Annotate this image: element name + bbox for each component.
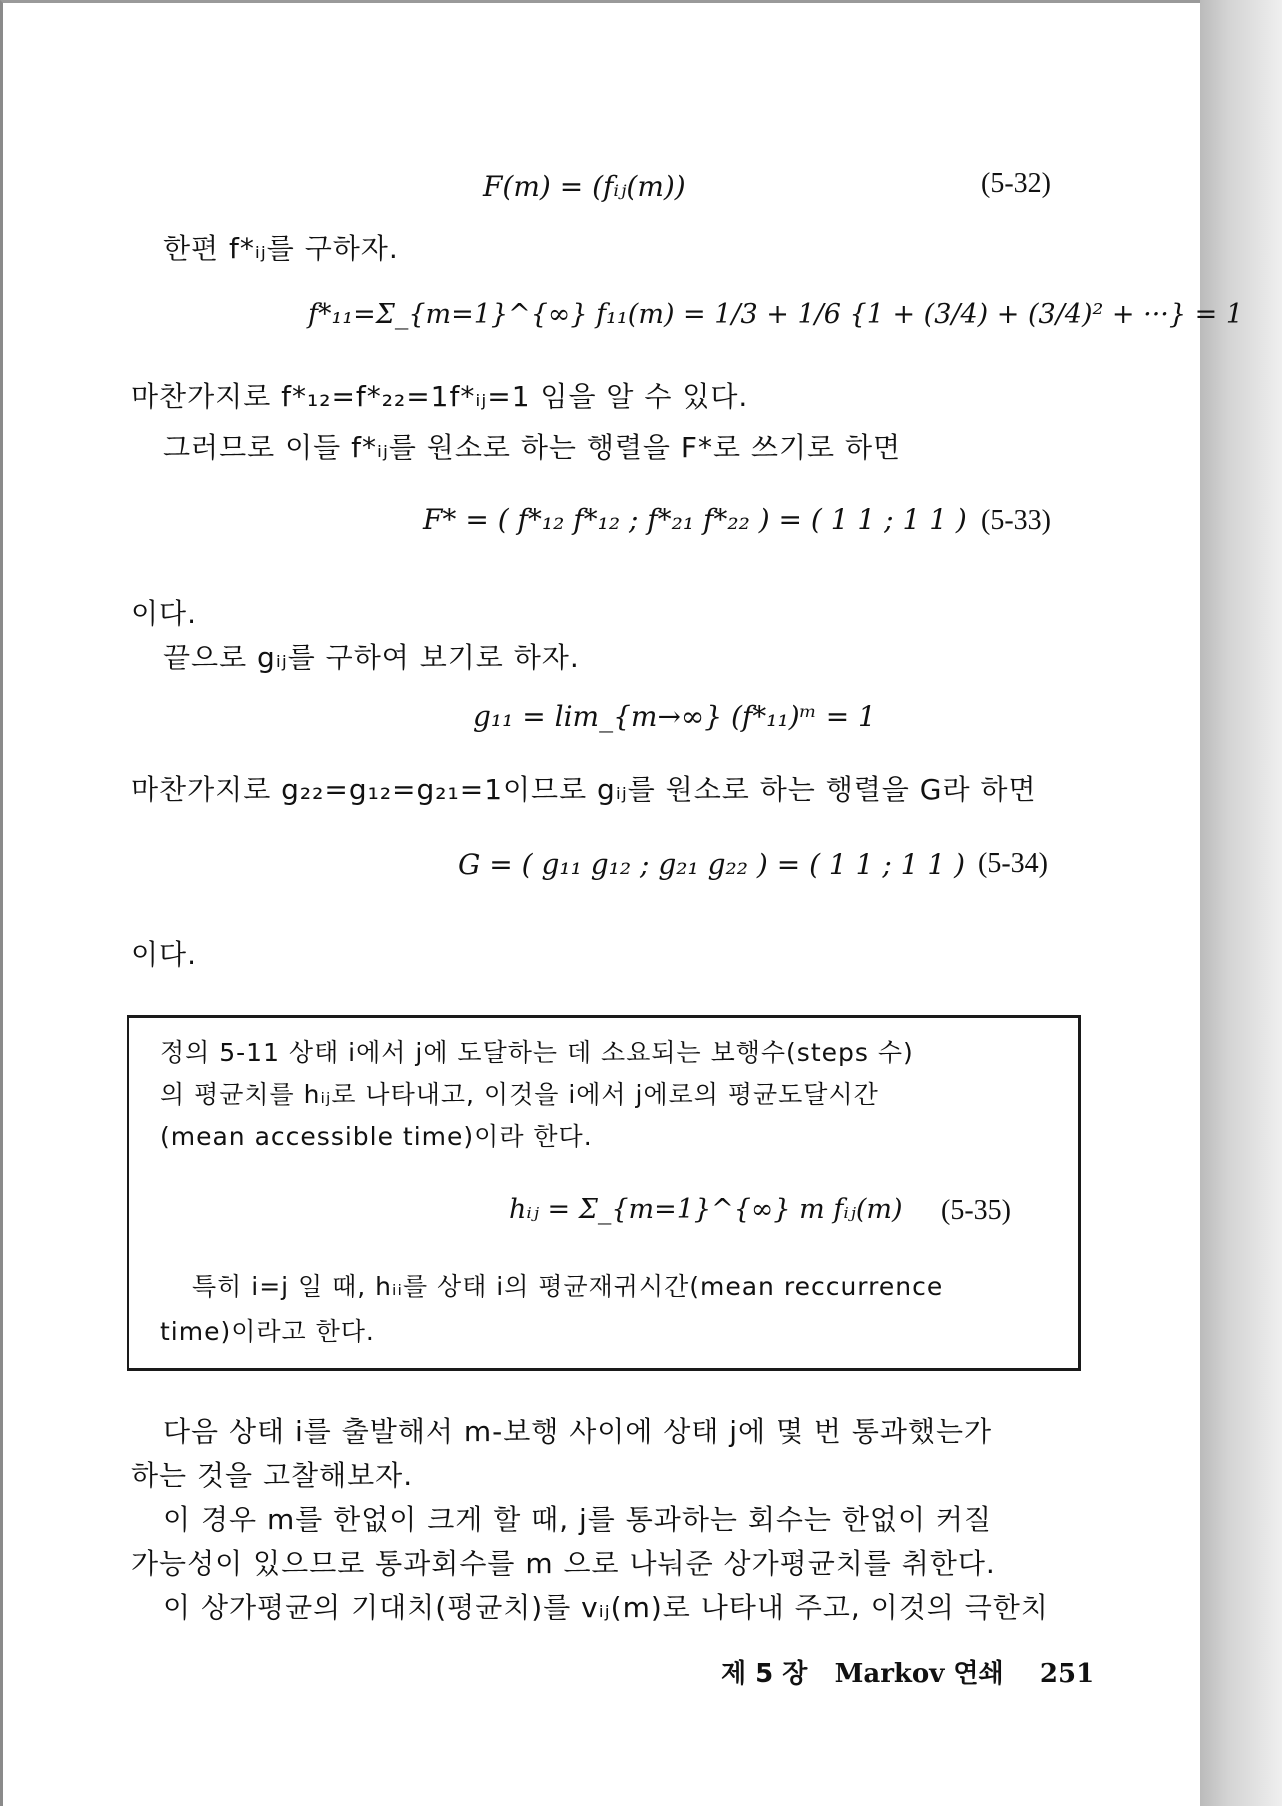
book-spine-shadow bbox=[1198, 0, 1282, 1806]
text-line: 가능성이 있으므로 통과회수를 m 으로 나눠준 상가평균치를 취한다. bbox=[131, 1547, 996, 1580]
text-line: 이다. bbox=[131, 938, 197, 971]
equation-number: (5-35) bbox=[941, 1195, 1011, 1226]
equation-g11: g₁₁ = lim_{m→∞} (f*₁₁)ᵐ = 1 bbox=[473, 700, 876, 733]
definition-line: 특히 i=j 일 때, hᵢᵢ를 상태 i의 평균재귀시간(mean reccurrence bbox=[192, 1272, 944, 1301]
text-line: 이 상가평균의 기대치(평균치)를 vᵢⱼ(m)로 나타내 주고, 이것의 극한치 bbox=[163, 1591, 1049, 1624]
text-line: 그러므로 이들 f*ᵢⱼ를 원소로 하는 행렬을 F*로 쓰기로 하면 bbox=[163, 431, 902, 464]
definition-title-line: 정의 5-11 상태 i에서 j에 도달하는 데 소요되는 보행수(steps 수) bbox=[160, 1038, 914, 1067]
text-line: 마찬가지로 g₂₂=g₁₂=g₂₁=1이므로 gᵢⱼ를 원소로 하는 행렬을 G라 하면 bbox=[131, 773, 1037, 806]
text-line: 한편 f*ᵢⱼ를 구하자. bbox=[163, 232, 399, 265]
definition-line: time)이라고 한다. bbox=[160, 1317, 375, 1346]
footer-title: Markov 연쇄 bbox=[834, 1659, 1004, 1689]
definition-box bbox=[127, 1015, 1081, 1371]
page-number: 251 bbox=[1039, 1659, 1095, 1689]
equation-5-34: G = ( g₁₁ g₁₂ ; g₂₁ g₂₂ ) = ( 1 1 ; 1 1 ) bbox=[458, 848, 966, 881]
definition-line: 의 평균치를 hᵢⱼ로 나타내고, 이것을 i에서 j에로의 평균도달시간 bbox=[160, 1080, 879, 1109]
text-line: 끝으로 gᵢⱼ를 구하여 보기로 하자. bbox=[163, 641, 580, 674]
equation-5-32: F(m) = (fᵢⱼ(m)) bbox=[483, 170, 686, 203]
equation-5-35: hᵢⱼ = Σ_{m=1}^{∞} m fᵢⱼ(m) bbox=[509, 1194, 903, 1225]
page-footer bbox=[721, 1653, 1094, 1690]
equation-number: (5-33) bbox=[981, 505, 1051, 536]
equation-number: (5-34) bbox=[978, 848, 1048, 879]
equation-f11: f*₁₁=Σ_{m=1}^{∞} f₁₁(m) = 1/3 + 1/6 {1 + (3/4) + (3/4)² + ···} = 1 bbox=[308, 299, 1244, 330]
text-line: 하는 것을 고찰해보자. bbox=[131, 1459, 414, 1492]
definition-line: (mean accessible time)이라 한다. bbox=[160, 1122, 593, 1151]
text-line: 다음 상태 i를 출발해서 m-보행 사이에 상태 j에 몇 번 통과했는가 bbox=[163, 1415, 993, 1448]
text-line: 이다. bbox=[131, 597, 197, 630]
equation-number: (5-32) bbox=[981, 168, 1051, 199]
equation-5-33: F* = ( f*₁₂ f*₁₂ ; f*₂₁ f*₂₂ ) = ( 1 1 ; 1 1 ) bbox=[423, 503, 967, 536]
text-line: 마찬가지로 f*₁₂=f*₂₂=1f*ᵢⱼ=1 임을 알 수 있다. bbox=[131, 380, 749, 413]
footer-chapter: 제 5 장 bbox=[721, 1659, 808, 1689]
text-line: 이 경우 m를 한없이 크게 할 때, j를 통과하는 회수는 한없이 커질 bbox=[163, 1503, 993, 1536]
